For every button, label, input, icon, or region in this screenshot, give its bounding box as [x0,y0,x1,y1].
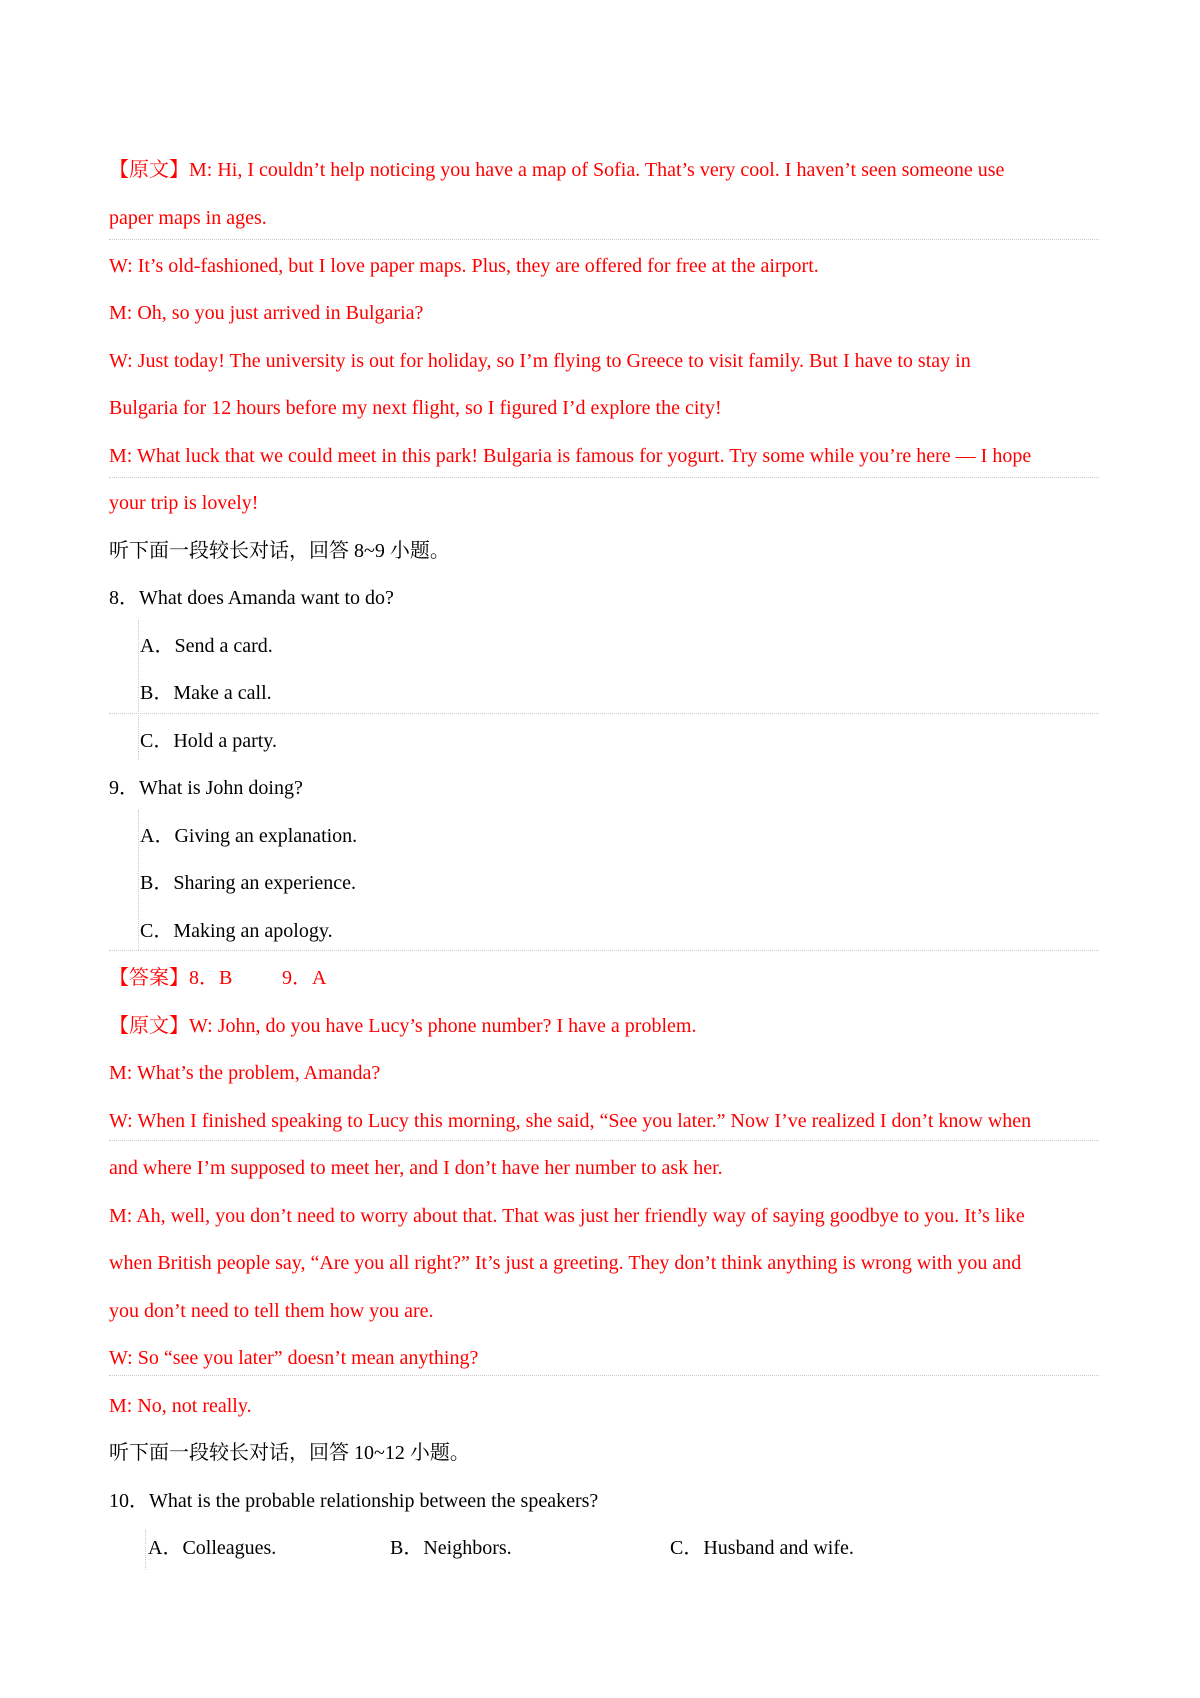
transcript-line: W: It’s old-fashioned, but I love paper maps. Plus, they are offered for free at the airport. [109,255,819,277]
answer-key: 【答案】8．B [109,967,233,989]
answer-key-item: 9．A [282,967,327,989]
transcript-line: when British people say, “Are you all right?” It’s just a greeting. They don’t think anything is wrong with you and [109,1252,1022,1274]
answer-option: A．Giving an explanation. [140,825,358,847]
answer-option: C．Hold a party. [140,730,278,752]
transcript-line: W: So “see you later” doesn’t mean anything? [109,1347,479,1369]
section-instruction: 听下面一段较长对话，回答 10~12 小题。 [109,1442,470,1464]
dotted-rule [109,477,1099,478]
answer-option: C．Making an apology. [140,920,333,942]
transcript-line: you don’t need to tell them how you are. [109,1300,434,1322]
answer-option: A．Colleagues. [148,1537,277,1559]
transcript-line: M: Ah, well, you don’t need to worry about that. That was just her friendly way of saying goodbye to you. It’s like [109,1205,1025,1227]
transcript-line: M: What’s the problem, Amanda? [109,1062,381,1084]
answer-option: B．Sharing an experience. [140,872,357,894]
dotted-rule-vertical [145,1530,146,1570]
section-instruction: 听下面一段较长对话，回答 8~9 小题。 [109,540,450,562]
transcript-line: and where I’m supposed to meet her, and I don’t have her number to ask her. [109,1157,723,1179]
question-stem: 9．What is John doing? [109,777,303,799]
transcript-line: M: Oh, so you just arrived in Bulgaria? [109,302,424,324]
dotted-rule-vertical [138,810,139,950]
transcript-line: 【原文】W: John, do you have Lucy’s phone number? I have a problem. [109,1015,697,1037]
dotted-rule-vertical [138,620,139,760]
question-stem: 10．What is the probable relationship between the speakers? [109,1490,599,1512]
dotted-rule [109,239,1099,240]
transcript-line: Bulgaria for 12 hours before my next flight, so I figured I’d explore the city! [109,397,722,419]
question-stem: 8．What does Amanda want to do? [109,587,394,609]
transcript-line: paper maps in ages. [109,207,267,229]
transcript-line: your trip is lovely! [109,492,259,514]
transcript-line: W: When I finished speaking to Lucy this morning, she said, “See you later.” Now I’ve realized I don’t know when [109,1110,1032,1132]
transcript-line: M: What luck that we could meet in this park! Bulgaria is famous for yogurt. Try some while you’re here — I hope [109,445,1032,467]
transcript-line: W: Just today! The university is out for holiday, so I’m flying to Greece to visit family. But I have to stay in [109,350,971,372]
answer-option: B．Neighbors. [390,1537,512,1559]
dotted-rule [109,1140,1099,1141]
answer-option: C．Husband and wife. [670,1537,854,1559]
transcript-line: M: No, not really. [109,1395,252,1417]
answer-option: A．Send a card. [140,635,273,657]
dotted-rule [109,1375,1099,1376]
dotted-rule [109,950,1099,951]
dotted-rule [109,713,1099,714]
answer-option: B．Make a call. [140,682,272,704]
transcript-line: 【原文】M: Hi, I couldn’t help noticing you have a map of Sofia. That’s very cool. I haven’t seen someone use [109,159,1005,181]
